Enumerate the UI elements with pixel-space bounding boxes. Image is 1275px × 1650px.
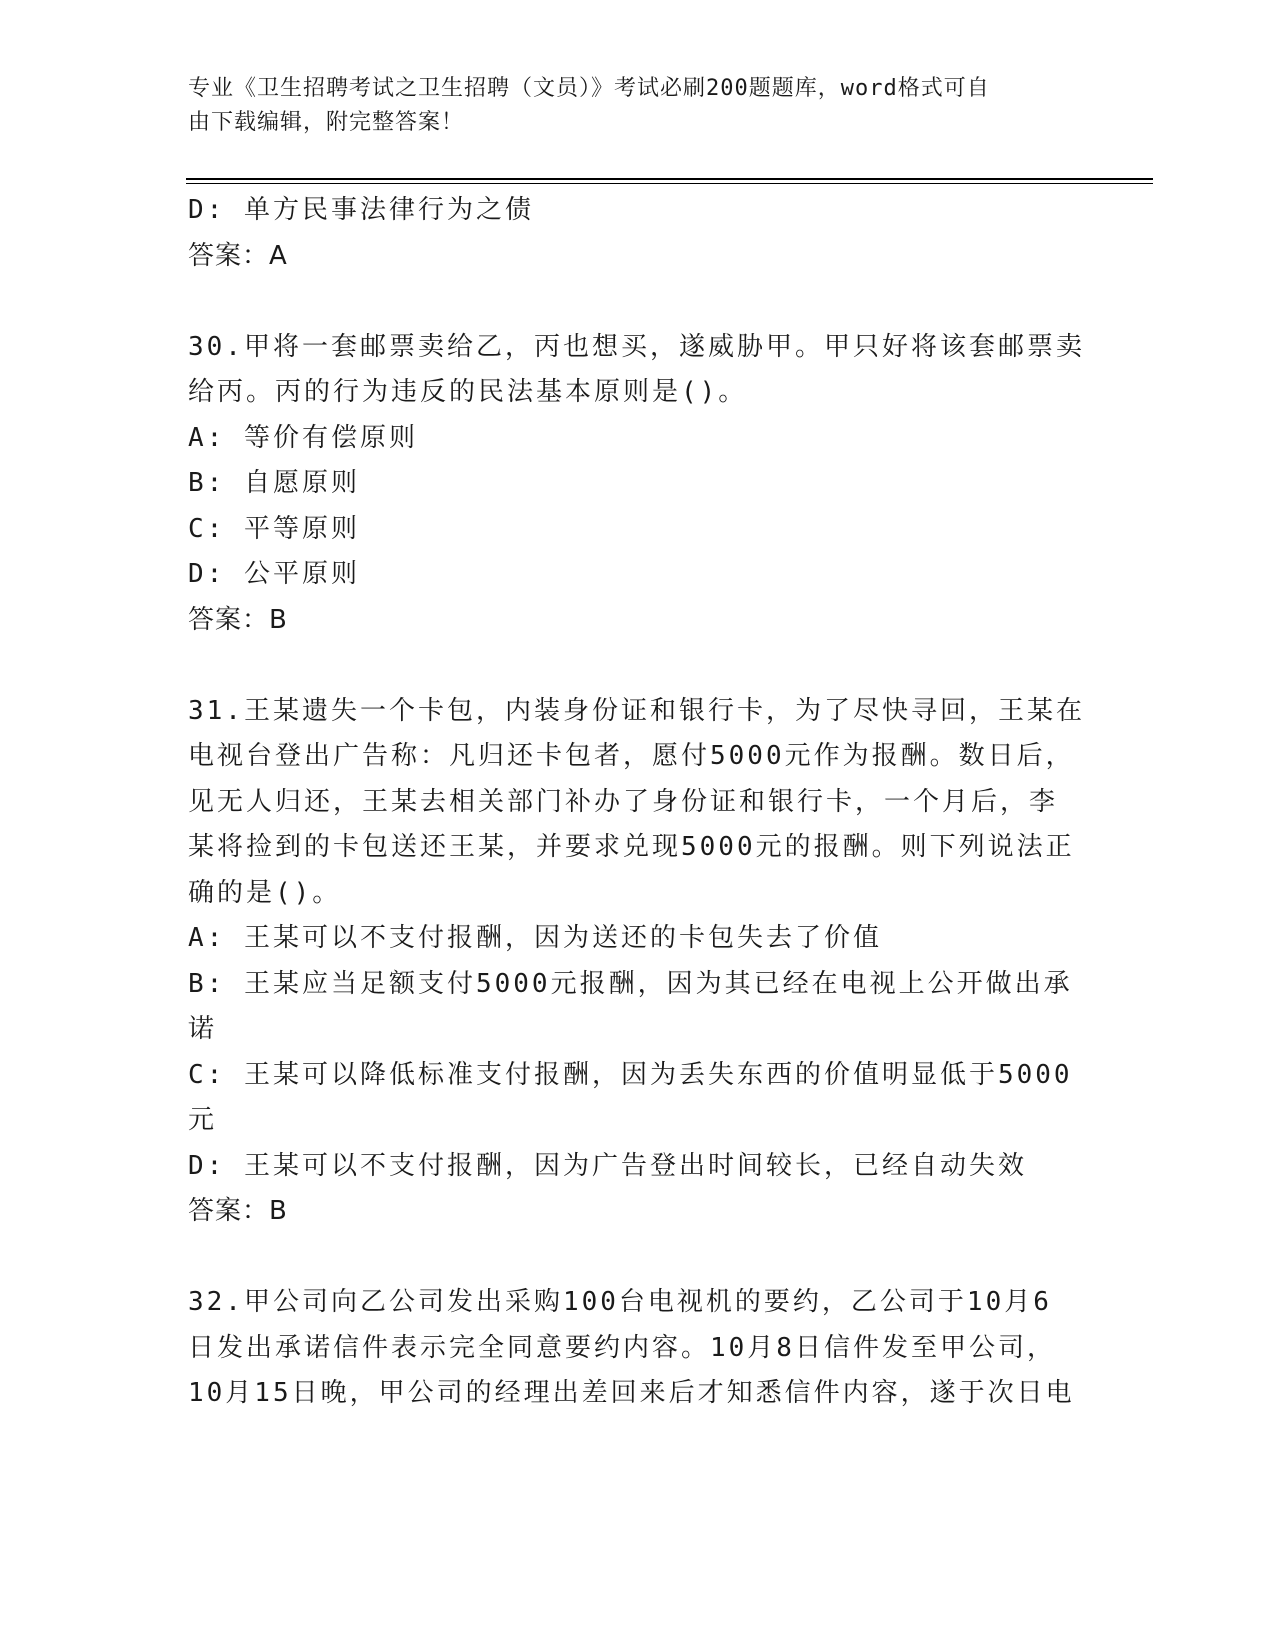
option-b-continued: 诺 <box>188 1014 218 1044</box>
spacer <box>188 1235 1088 1281</box>
header-divider-thin <box>186 183 1153 184</box>
answer-line: 答案：B <box>188 1196 288 1226</box>
spacer <box>188 279 1088 325</box>
question-stem: 日发出承诺信件表示完全同意要约内容。10月8日信件发至甲公司， <box>188 1332 1056 1363</box>
option-b: B: 王某应当足额支付5000元报酬，因为其已经在电视上公开做出承 <box>188 968 1073 999</box>
question-stem: 某将捡到的卡包送还王某，并要求兑现5000元的报酬。则下列说法正 <box>188 832 1075 862</box>
answer-line: 答案：A <box>188 240 288 271</box>
header-line-1: 专业《卫生招聘考试之卫生招聘（文员）》考试必刷200题题库，word格式可自 <box>188 76 990 101</box>
question-stem: 31.王某遗失一个卡包，内装身份证和银行卡，为了尽快寻回，王某在 <box>188 695 1085 726</box>
question-stem: 给丙。丙的行为违反的民法基本原则是()。 <box>188 377 748 407</box>
question-32 <box>188 1280 1088 1417</box>
question-stem: 10月15日晚，甲公司的经理出差回来后才知悉信件内容，遂于次日电 <box>188 1378 1075 1408</box>
answer-line: 答案：B <box>188 604 288 635</box>
option-c: C: 平等原则 <box>188 513 360 544</box>
option-b: B: 自愿原则 <box>188 468 360 498</box>
header-divider-thick <box>186 178 1153 180</box>
previous-question-tail <box>188 188 1088 279</box>
option-d: D: 王某可以不支付报酬，因为广告登出时间较长，已经自动失效 <box>188 1150 1027 1181</box>
option-a: A: 等价有偿原则 <box>188 422 418 453</box>
document-header <box>188 72 1068 140</box>
question-30 <box>188 325 1088 644</box>
question-content <box>188 188 1088 1417</box>
question-31 <box>188 689 1088 1235</box>
option-a: A: 王某可以不支付报酬，因为送还的卡包失去了价值 <box>188 923 882 953</box>
question-stem: 见无人归还，王某去相关部门补办了身份证和银行卡，一个月后，李 <box>188 786 1059 817</box>
question-stem: 确的是()。 <box>188 877 342 908</box>
option-d: D: 公平原则 <box>188 559 360 589</box>
question-stem: 电视台登出广告称：凡归还卡包者，愿付5000元作为报酬。数日后， <box>188 741 1075 771</box>
option-d: D: 单方民事法律行为之债 <box>188 195 534 225</box>
header-line-2: 由下载编辑，附完整答案！ <box>188 110 465 135</box>
option-c-continued: 元 <box>188 1105 218 1135</box>
option-c: C: 王某可以降低标准支付报酬，因为丢失东西的价值明显低于5000 <box>188 1059 1073 1090</box>
question-stem: 30.甲将一套邮票卖给乙，丙也想买，遂威胁甲。甲只好将该套邮票卖 <box>188 331 1085 362</box>
spacer <box>188 643 1088 689</box>
question-stem: 32.甲公司向乙公司发出采购100台电视机的要约，乙公司于10月6 <box>188 1287 1052 1317</box>
